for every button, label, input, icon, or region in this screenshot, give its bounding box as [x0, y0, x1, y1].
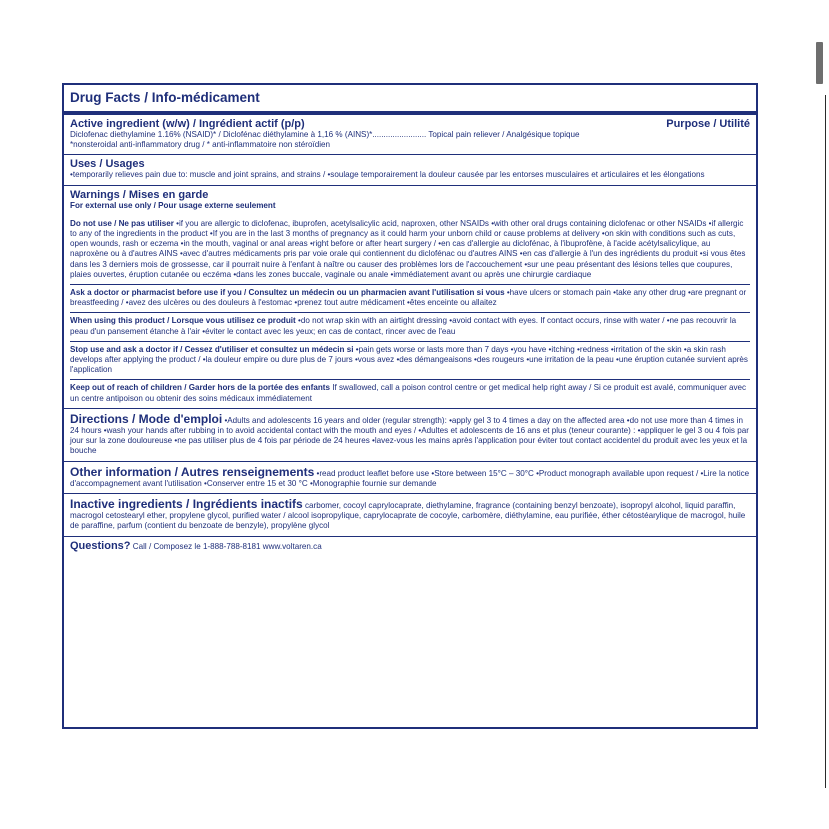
other-information-section [64, 462, 756, 494]
do-not-use-text: •if you are allergic to diclofenac, ibuprofen, acetylsalicylic acid, naproxen, other NSAIDs •with other oral drugs containing diclofenac or other NSAIDs •if allergic to any of the ingredients in the product •If you are in the last 3 months of pregnancy as it could harm your unborn child or cause problems at delivery •on skin with conditions such as cuts, open wounds, rash or eczema •in the mouth, vaginal or anal areas •right before or after heart surgery / •en cas d'allergie au diclofénac, à l'ibuprofène, à l'acide acétylsalicylique, au naproxène ou à d'autres AINS •avec d'autres médicaments pris par voie orale qui contiennent du diclofénac ou d'autres AINS •en cas d'allergie à l'un des ingrédients du produit •si vous êtes dans les 3 derniers mois de grossesse, car il pourrait nuire à l'enfant à naître ou causer des problèmes lors de l'accouchement •sur une peau présentant des lésions telles que coupures, plaies ouvertes, éruption cutanée ou eczéma •dans les zones buccale, vaginale ou anale •immédiatement avant ou après une chirurgie cardiaque [70, 218, 746, 279]
uses-heading: Uses / Usages [70, 158, 145, 171]
keep-out-of-reach-block [70, 379, 750, 403]
inactive-ingredients-text: carbomer, cocoyl caprylocaprate, diethylamine, fragrance (containing benzyl benzoate), isopropyl alcohol, liquid paraffin, macrogol cetostearyl ether, propylene glycol, purified water / alcool isopropylique, caprylocaprate de cocoyle, carbomère, diéthylamine, eau purifiée, éther cétostéarylique de macrogol, huile de paraffine, parfum (contient du benzoate de benzyle), propylène glycol [70, 501, 746, 531]
active-ingredient-line: Diclofenac diethylamine 1.16% (NSAID)* / Diclofénac diéthylamine à 1,16 % (AINS)*........................ Topical pain reliever / Analgésique topique [70, 130, 580, 139]
questions-heading: Questions? [70, 539, 131, 552]
questions-text: Call / Composez le 1-888-788-8181 www.voltaren.ca [132, 541, 322, 551]
drug-facts-title: Drug Facts / Info-médicament [70, 90, 260, 105]
uses-text: •temporarily relieves pain due to: muscle and joint sprains, and strains / •soulage temporairement la douleur causée par les entorses musculaires et articulaires et les élongations [70, 170, 705, 180]
drug-facts-panel [62, 83, 758, 729]
inactive-ingredients-heading: Inactive ingredients / Ingrédients inactifs [70, 497, 303, 512]
directions-heading: Directions / Mode d'emploi [70, 411, 223, 426]
uses-section [64, 155, 756, 185]
nsaid-footnote: *nonsteroidal anti-inflammatory drug / * anti-inflammatoire non stéroïdien [70, 140, 331, 150]
warnings-heading: Warnings / Mises en garde [70, 188, 209, 201]
purpose-heading: Purpose / Utilité [666, 118, 750, 130]
do-not-use-heading: Do not use / Ne pas utiliser [70, 218, 174, 228]
drug-facts-title-section [64, 85, 756, 115]
ask-doctor-heading: Ask a doctor or pharmacist before use if you / Consultez un médecin ou un pharmacien avant l'utilisation si vous [70, 288, 505, 298]
keep-out-of-reach-heading: Keep out of reach of children / Garder hors de la portée des enfants [70, 383, 330, 393]
active-ingredient-section [64, 115, 756, 155]
stop-use-block [70, 341, 750, 376]
ask-doctor-text: •have ulcers or stomach pain •take any other drug •are pregnant or breastfeeding / •avez des ulcères ou des douleurs à l'estomac •prenez tout autre médicament •êtes enceinte ou allaitez [70, 288, 747, 308]
active-ingredient-header-row [70, 118, 750, 130]
questions-section [64, 537, 756, 556]
scrollbar-thumb[interactable] [816, 42, 823, 84]
directions-section [64, 409, 756, 462]
inactive-ingredients-section [64, 494, 756, 537]
ask-doctor-block [70, 284, 750, 308]
when-using-text: •do not wrap skin with an airtight dressing •avoid contact with eyes. If contact occurs, rinse with water / •ne pas recouvrir la peau d'un pansement étanche à l'air •éviter le contact avec les yeux; en cas de contact, rincer avec de l'eau [70, 316, 737, 336]
stop-use-text: •pain gets worse or lasts more than 7 days •you have •itching •redness •irritation of the skin •a skin rash develops after applying the product / •la douleur empire ou dure plus de 7 jours •vous avez •des démangeaisons •des rougeurs •une irritation de la peau •une éruption cutanée survient après l'application [70, 344, 748, 375]
other-information-text: •read product leaflet before use •Store between 15°C – 30°C •Product monograph available upon request / •Lire la notice d'accompagnement avant l'utilisation •Conserver entre 15 et 30 °C •Monographie fournie sur demande [70, 468, 750, 488]
do-not-use-block [70, 216, 750, 280]
active-ingredient-heading: Active ingredient (w/w) / Ingrédient actif (p/p) [70, 118, 305, 130]
directions-text: •Adults and adolescents 16 years and older (regular strength): •apply gel 3 to 4 times a day on the affected area •do not use more than 4 times in 24 hours •wash your hands after rubbing in to avoid accidental contact with the mouth and eyes / •Adultes et adolescents de 16 ans et plus (teneur courante) : •appliquer le gel 3 ou 4 fois par jour sur la zone douloureuse •ne pas utiliser plus de 4 fois par période de 24 heures •lavez-vous les mains après l'application pour éviter tout contact accidentel du produit avec les yeux et la bouche [70, 415, 749, 456]
external-use-note: For external use only / Pour usage externe seulement [70, 200, 276, 210]
when-using-block [70, 312, 750, 336]
window-edge-line [825, 95, 826, 788]
when-using-heading: When using this product / Lorsque vous utilisez ce produit [70, 316, 296, 326]
warnings-section [64, 186, 756, 409]
other-information-heading: Other information / Autres renseignements [70, 464, 315, 479]
keep-out-of-reach-text: If swallowed, call a poison control centre or get medical help right away / Si ce produit est avalé, communiquer avec un centre antipoison ou obtenir des soins médicaux immédiatement [70, 383, 747, 403]
stop-use-heading: Stop use and ask a doctor if / Cessez d'utiliser et consultez un médecin si [70, 344, 354, 354]
